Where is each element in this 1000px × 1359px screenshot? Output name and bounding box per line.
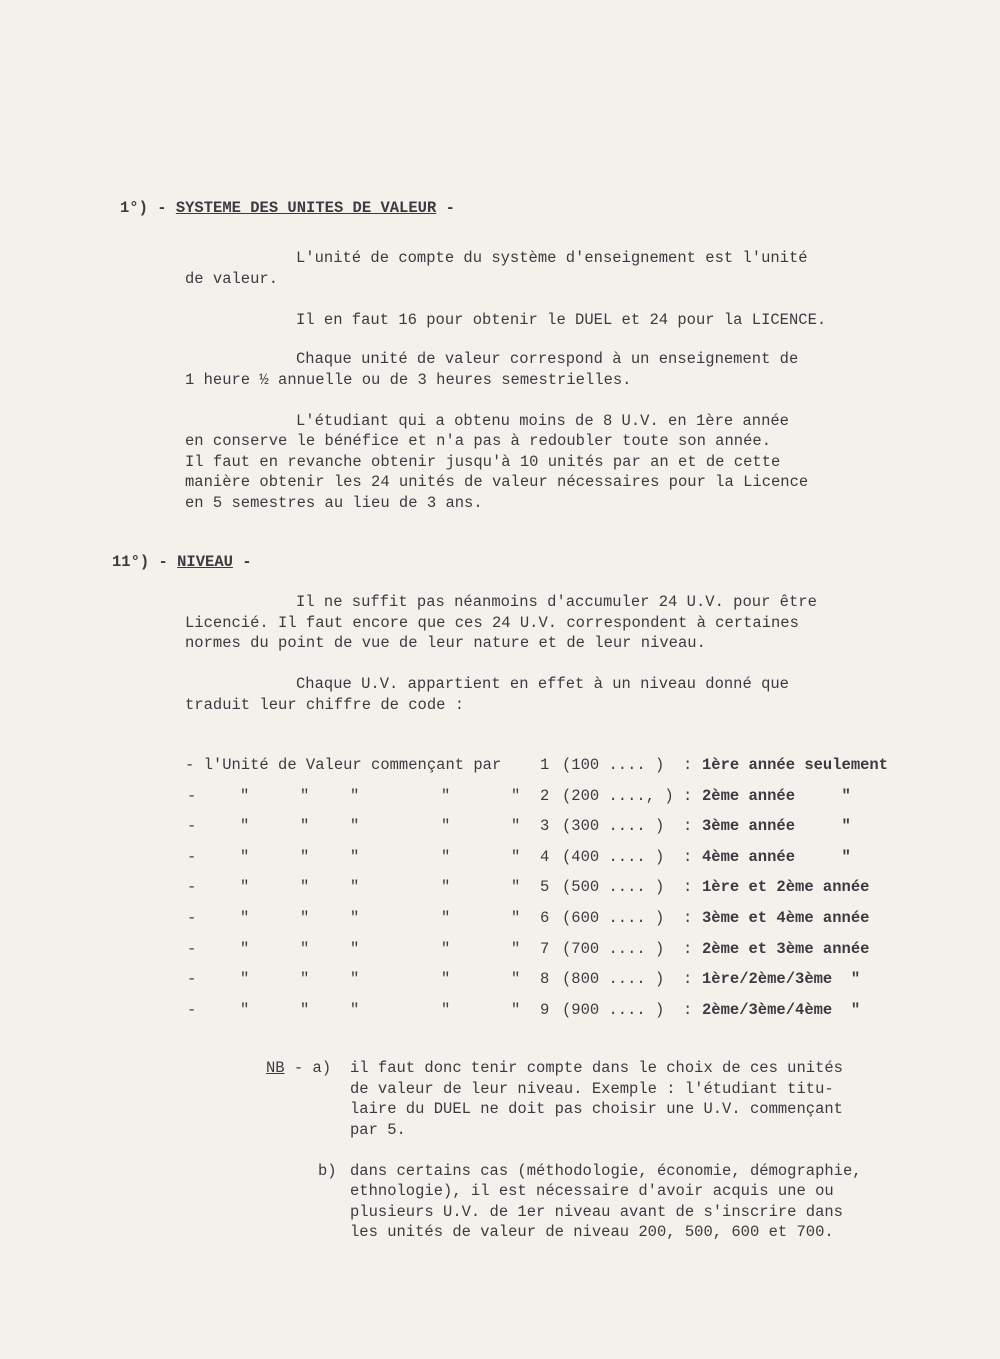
level-separator: : <box>683 817 693 835</box>
level-row-dash: - <box>187 970 197 988</box>
ditto-mark: " <box>441 848 451 866</box>
nb-a-marker <box>266 1058 331 1078</box>
level-separator: : <box>683 756 693 774</box>
level-code: (400 .... ) <box>562 848 665 866</box>
level-year: 2ème année " <box>702 787 851 805</box>
ditto-mark: " <box>441 1001 451 1019</box>
nb-b-marker: b) <box>318 1162 337 1180</box>
level-separator: : <box>683 970 693 988</box>
ditto-mark: " <box>441 817 451 835</box>
level-row-dash: - <box>187 787 197 805</box>
ditto-mark: " <box>511 878 521 896</box>
nb-label: NB <box>266 1059 285 1077</box>
s2-p1-line3: normes du point de vue de leur nature et de leur niveau. <box>185 634 706 652</box>
ditto-mark: " <box>300 940 310 958</box>
ditto-mark: " <box>300 970 310 988</box>
ditto-mark: " <box>350 848 360 866</box>
ditto-mark: " <box>300 909 310 927</box>
level-code: (300 .... ) <box>562 817 665 835</box>
nb-b-line3: plusieurs U.V. de 1er niveau avant de s'inscrire dans <box>350 1203 843 1221</box>
level-digit: 3 <box>540 817 550 835</box>
level-row-dash: - <box>187 817 197 835</box>
nb-b-line2: ethnologie), il est nécessaire d'avoir acquis une ou <box>350 1182 834 1200</box>
ditto-mark: " <box>511 940 521 958</box>
ditto-mark: " <box>511 970 521 988</box>
level-code: (100 .... ) <box>562 756 665 774</box>
nb-b-line4: les unités de valeur de niveau 200, 500, 600 et 700. <box>350 1223 834 1241</box>
ditto-mark: " <box>300 878 310 896</box>
level-digit: 1 <box>540 756 550 774</box>
s2-p1-line1: Il ne suffit pas néanmoins d'accumuler 24 U.V. pour être <box>296 593 817 611</box>
ditto-mark: " <box>511 787 521 805</box>
ditto-mark: " <box>300 817 310 835</box>
level-separator: : <box>683 1001 693 1019</box>
ditto-mark: " <box>240 848 250 866</box>
level-row-dash: - <box>187 878 197 896</box>
level-code: (700 .... ) <box>562 940 665 958</box>
level-digit: 4 <box>540 848 550 866</box>
level-year: 3ème année " <box>702 817 851 835</box>
ditto-mark: " <box>240 940 250 958</box>
level-row-dash: - <box>187 940 197 958</box>
s1-p4-line4: manière obtenir les 24 unités de valeur nécessaires pour la Licence <box>185 473 809 491</box>
ditto-mark: " <box>350 909 360 927</box>
level-separator: : <box>683 940 693 958</box>
s2-p1-line2: Licencié. Il faut encore que ces 24 U.V. correspondent à certaines <box>185 614 799 632</box>
level-year: 1ère année seulement <box>702 756 889 774</box>
level-year: 1ère et 2ème année <box>702 878 870 896</box>
s2-p2-line1: Chaque U.V. appartient en effet à un niveau donné que <box>296 675 789 693</box>
s1-p3-line1: Chaque unité de valeur correspond à un enseignement de <box>296 350 799 368</box>
level-separator: : <box>683 787 693 805</box>
ditto-mark: " <box>300 787 310 805</box>
s1-p4-line3: Il faut en revanche obtenir jusqu'à 10 unités par an et de cette <box>185 453 781 471</box>
ditto-mark: " <box>300 1001 310 1019</box>
ditto-mark: " <box>350 787 360 805</box>
ditto-mark: " <box>441 909 451 927</box>
level-code: (800 .... ) <box>562 970 665 988</box>
level-separator: : <box>683 878 693 896</box>
level-digit: 7 <box>540 940 550 958</box>
s2-p2-line2: traduit leur chiffre de code : <box>185 696 465 714</box>
level-separator: : <box>683 848 693 866</box>
s1-p3-line2: 1 heure ½ annuelle ou de 3 heures semestrielles. <box>185 371 632 389</box>
level-row-dash: - <box>187 909 197 927</box>
level-row-dash: - <box>187 848 197 866</box>
section-1-suffix: - <box>436 199 455 217</box>
section-2-suffix: - <box>232 553 252 571</box>
ditto-mark: " <box>240 787 250 805</box>
section-1-heading <box>120 198 455 218</box>
ditto-mark: " <box>511 817 521 835</box>
ditto-mark: " <box>240 970 250 988</box>
ditto-mark: " <box>240 817 250 835</box>
level-code: (600 .... ) <box>562 909 665 927</box>
nb-a-letter: - a) <box>284 1059 332 1077</box>
ditto-mark: " <box>240 878 250 896</box>
level-digit: 8 <box>540 970 550 988</box>
section-1-number: 1°) - <box>120 199 176 217</box>
ditto-mark: " <box>240 909 250 927</box>
ditto-mark: " <box>441 787 451 805</box>
ditto-mark: " <box>240 1001 250 1019</box>
section-1-title: SYSTEME DES UNITES DE VALEUR <box>175 199 437 217</box>
level-row-prefix: - l'Unité de Valeur commençant par <box>185 756 502 774</box>
ditto-mark: " <box>350 878 360 896</box>
level-year: 1ère/2ème/3ème " <box>702 970 861 988</box>
ditto-mark: " <box>511 848 521 866</box>
nb-a-line3: laire du DUEL ne doit pas choisir une U.V. commençant <box>350 1100 843 1118</box>
nb-a-line1: il faut donc tenir compte dans le choix de ces unités <box>350 1059 843 1077</box>
s1-p2: Il en faut 16 pour obtenir le DUEL et 24 pour la LICENCE. <box>296 311 827 329</box>
section-2-title: NIVEAU <box>177 553 233 571</box>
nb-b-line1: dans certains cas (méthodologie, économie, démographie, <box>350 1162 862 1180</box>
ditto-mark: " <box>350 940 360 958</box>
s1-p4-line1: L'étudiant qui a obtenu moins de 8 U.V. en 1ère année <box>296 412 789 430</box>
level-digit: 9 <box>540 1001 550 1019</box>
s1-p4-line5: en 5 semestres au lieu de 3 ans. <box>185 494 483 512</box>
ditto-mark: " <box>441 940 451 958</box>
level-digit: 5 <box>540 878 550 896</box>
ditto-mark: " <box>350 970 360 988</box>
ditto-mark: " <box>350 817 360 835</box>
nb-a-line4: par 5. <box>350 1121 406 1139</box>
s1-p1-line1: L'unité de compte du système d'enseignement est l'unité <box>296 249 808 267</box>
ditto-mark: " <box>511 1001 521 1019</box>
ditto-mark: " <box>441 878 451 896</box>
level-year: 4ème année " <box>702 848 851 866</box>
level-year: 2ème/3ème/4ème " <box>702 1001 861 1019</box>
level-year: 3ème et 4ème année <box>702 909 870 927</box>
ditto-mark: " <box>441 970 451 988</box>
level-separator: : <box>683 909 693 927</box>
level-year: 2ème et 3ème année <box>702 940 870 958</box>
ditto-mark: " <box>350 1001 360 1019</box>
level-code: (200 ...., ) <box>562 787 674 805</box>
section-2-heading <box>112 552 252 572</box>
level-digit: 2 <box>540 787 550 805</box>
s1-p4-line2: en conserve le bénéfice et n'a pas à redoubler toute son année. <box>185 432 771 450</box>
level-row-dash: - <box>187 1001 197 1019</box>
s1-p1-line2: de valeur. <box>185 270 279 288</box>
level-code: (500 .... ) <box>562 878 665 896</box>
section-2-number: 11°) - <box>112 553 178 571</box>
level-digit: 6 <box>540 909 550 927</box>
level-code: (900 .... ) <box>562 1001 665 1019</box>
ditto-mark: " <box>300 848 310 866</box>
nb-a-line2: de valeur de leur niveau. Exemple : l'étudiant titu- <box>350 1080 834 1098</box>
ditto-mark: " <box>511 909 521 927</box>
